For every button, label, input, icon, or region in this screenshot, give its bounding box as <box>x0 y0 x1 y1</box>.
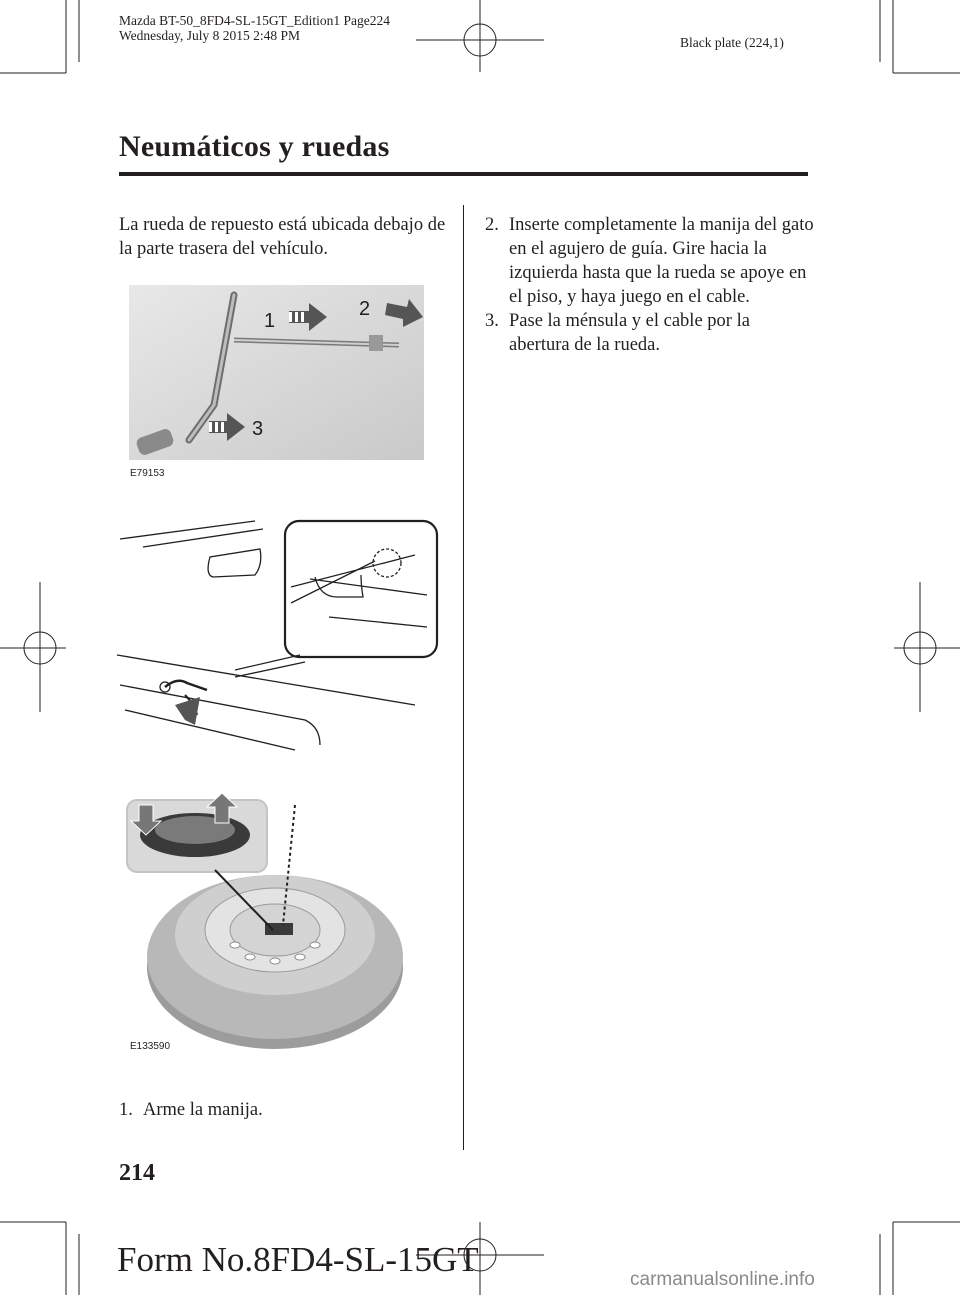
step-3-text: Pase la ménsula y el cable por la abertura de la rueda. <box>509 311 750 355</box>
step-3-number: 3. <box>485 311 499 331</box>
jack-handle-illustration <box>119 285 449 485</box>
figure-jack-handle <box>119 285 449 485</box>
title-rule <box>119 172 808 176</box>
step-1-text: Arme la manija. <box>143 1100 263 1120</box>
figure2-code: E133590 <box>130 1041 171 1052</box>
page-number: 214 <box>119 1160 155 1186</box>
print-meta-line1: Mazda BT-50_8FD4-SL-15GT_Edition1 Page224 <box>119 13 390 28</box>
figure1-code: E79153 <box>130 468 165 479</box>
step-2-text: Inserte completamente la manija del gato en el agujero de guía. Gire hacia la izquierda hasta que la rueda se apoye en el piso, y haya juego en el cable. <box>509 215 814 307</box>
column-divider <box>463 205 464 1150</box>
step-2-number: 2. <box>485 215 499 235</box>
step-2 <box>485 213 815 309</box>
step-3 <box>485 309 815 357</box>
callout-2: 2 <box>359 298 371 320</box>
step-1 <box>119 1098 449 1122</box>
form-number: Form No.8FD4-SL-15GT <box>117 1240 479 1279</box>
intro-paragraph: La rueda de repuesto está ubicada debajo de la parte trasera del vehículo. <box>119 215 446 259</box>
figure-spare-wheel <box>115 505 445 1060</box>
print-meta-line2: Wednesday, July 8 2015 2:48 PM <box>119 28 301 43</box>
plate-label: Black plate (224,1) <box>680 35 784 50</box>
step-1-number: 1. <box>119 1100 133 1120</box>
section-title: Neumáticos y ruedas <box>119 130 390 163</box>
watermark: carmanualsonline.info <box>630 1269 815 1290</box>
print-meta <box>119 13 390 43</box>
callout-1: 1 <box>264 310 276 332</box>
spare-wheel-illustration <box>115 505 445 1060</box>
callout-3: 3 <box>252 418 264 440</box>
